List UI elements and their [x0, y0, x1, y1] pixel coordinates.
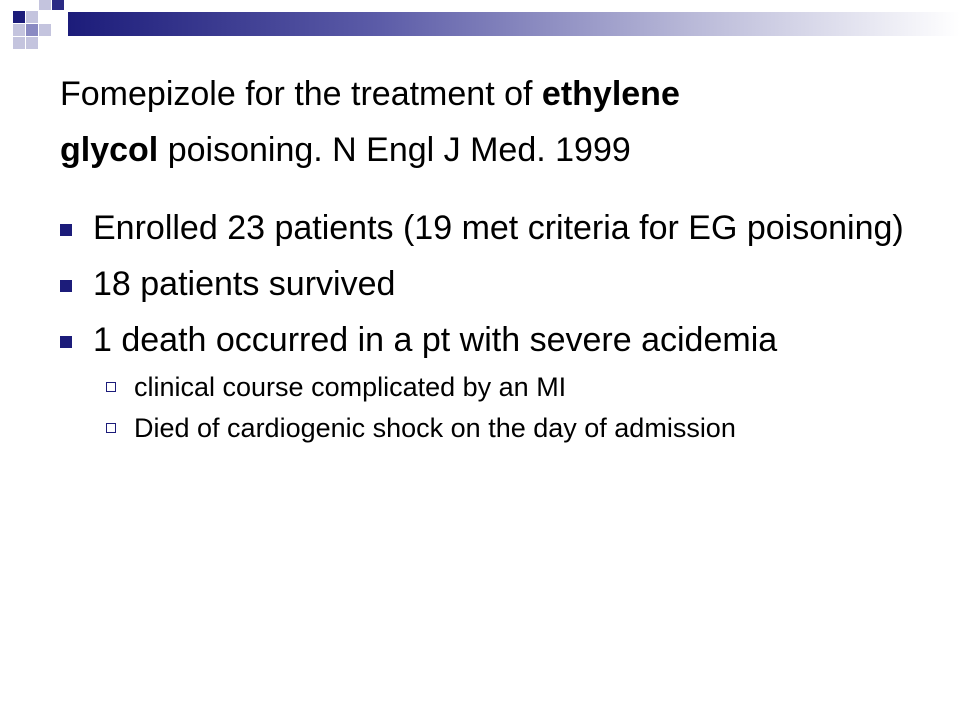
decor-square	[39, 0, 51, 10]
sub-bullet-text: clinical course complicated by an MI	[134, 372, 567, 402]
decor-square	[13, 11, 25, 23]
title-bold-text: ethylene	[541, 75, 680, 113]
square-bullet-icon	[60, 336, 72, 348]
bullet-list	[60, 208, 920, 452]
title-bold-text: glycol	[60, 131, 159, 169]
decor-square	[52, 0, 64, 10]
bullet-item	[60, 320, 920, 360]
decor-square	[39, 24, 51, 36]
square-bullet-icon	[60, 224, 72, 236]
bullet-text: 18 patients survived	[93, 265, 396, 303]
decor-square	[26, 11, 38, 23]
title-text: poisoning. N Engl J Med. 1999	[158, 131, 631, 169]
bullet-item	[60, 264, 920, 304]
sub-bullet-text: Died of cardiogenic shock on the day of admission	[134, 413, 736, 443]
decor-square	[26, 37, 38, 49]
bullet-text: 1 death occurred in a pt with severe acidemia	[93, 321, 778, 359]
bullet-text: Enrolled 23 patients (19 met criteria for EG poisoning)	[93, 209, 904, 247]
sub-bullet-item	[106, 370, 920, 404]
square-bullet-icon	[60, 280, 72, 292]
decor-square	[13, 24, 25, 36]
bullet-item	[60, 208, 920, 248]
slide-title	[60, 66, 920, 178]
hollow-square-bullet-icon	[106, 382, 116, 392]
decor-square	[13, 37, 25, 49]
decor-square	[26, 24, 38, 36]
header-gradient-band	[68, 12, 960, 36]
title-text: Fomepizole for the treatment of	[60, 75, 542, 113]
hollow-square-bullet-icon	[106, 423, 116, 433]
sub-bullet-item	[106, 411, 920, 445]
